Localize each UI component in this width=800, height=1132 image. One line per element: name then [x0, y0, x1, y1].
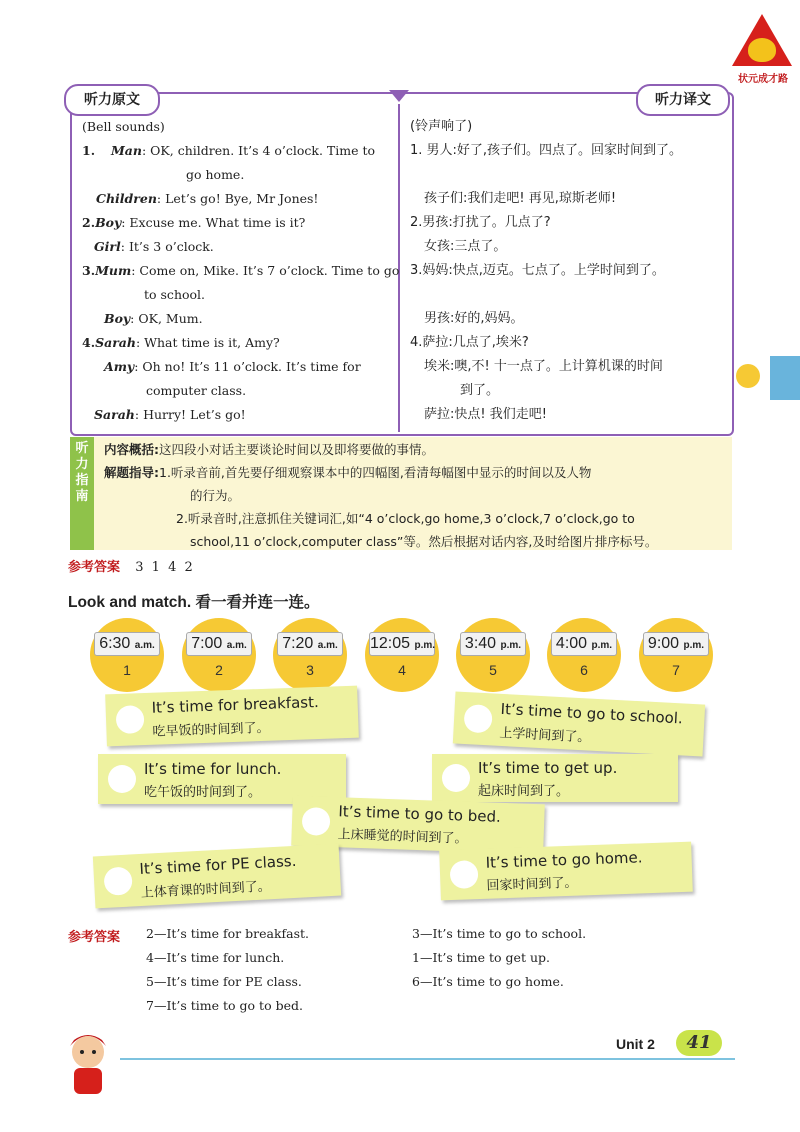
- transcript-line: 1. Man: OK, children. It’s 4 o’clock. Time to: [82, 143, 376, 158]
- clock-7: [639, 618, 713, 692]
- unit-label: Unit 2: [616, 1036, 655, 1052]
- mascot-face-icon: [736, 364, 760, 388]
- translation-line: 孩子们:我们走吧! 再见,琼斯老师!: [424, 191, 617, 206]
- translation-line: 萨拉:快点! 我们走吧!: [424, 407, 547, 422]
- footer-line: [120, 1058, 735, 1060]
- clock-time: 7:20 a.m.: [277, 632, 343, 656]
- transcript-line: to school.: [144, 287, 206, 302]
- card-chinese: 上体育课的时间到了。: [140, 879, 272, 902]
- translation-line: 4.萨拉:几点了,埃米?: [410, 335, 529, 350]
- match-card[interactable]: [439, 842, 693, 901]
- translation-line: 1. 男人:好了,孩子们。四点了。回家时间到了。: [410, 143, 683, 158]
- answer-line: 6—It’s time to go home.: [412, 974, 564, 989]
- card-chinese: 吃早饭的时间到了。: [152, 720, 270, 740]
- translation-line: 2.男孩:打扰了。几点了?: [410, 215, 551, 230]
- clock-number: 7: [672, 662, 680, 678]
- translation-line: 女孩:三点了。: [424, 239, 507, 254]
- guide-tip: 2.听录音时,注意抓住关键词汇,如“4 o’clock,go home,3 o’clock,7 o’clock,go to: [176, 511, 635, 526]
- transcript-line: 4.Sarah: What time is it, Amy?: [82, 335, 280, 350]
- card-english: It’s time for PE class.: [139, 851, 297, 879]
- transcript-line: Girl: It’s 3 o’clock.: [94, 239, 214, 254]
- clock-number: 1: [123, 662, 131, 678]
- transcript-line: 2.Boy: Excuse me. What time is it?: [82, 215, 306, 230]
- clock-number: 4: [398, 662, 406, 678]
- match-card[interactable]: [93, 844, 341, 909]
- translation-line: 男孩:好的,妈妈。: [424, 311, 524, 326]
- clock-2: [182, 618, 256, 692]
- translation-intro: (铃声响了): [410, 119, 473, 134]
- clock-number: 3: [306, 662, 314, 678]
- answer-line: 5—It’s time for PE class.: [146, 974, 302, 989]
- match-dot[interactable]: [103, 866, 132, 895]
- card-english: It’s time for lunch.: [144, 760, 282, 778]
- card-english: It’s time to get up.: [478, 759, 618, 777]
- match-dot[interactable]: [116, 705, 145, 734]
- match-dot[interactable]: [302, 807, 331, 836]
- card-english: It’s time for breakfast.: [151, 692, 319, 717]
- answer-line: 2—It’s time for breakfast.: [146, 926, 310, 941]
- box-notch: [389, 90, 409, 102]
- translation-line: 到了。: [460, 383, 500, 398]
- clock-time: 9:00 p.m.: [643, 632, 709, 656]
- match-dot[interactable]: [450, 860, 479, 889]
- mascot-icon: [56, 1026, 120, 1098]
- transcript-line: Children: Let’s go! Bye, Mr Jones!: [96, 191, 319, 206]
- guide-tip: 解题指导:1.听录音前,首先要仔细观察课本中的四幅图,看清每幅图中显示的时间以及人物: [104, 465, 592, 480]
- clock-time: 4:00 p.m.: [551, 632, 617, 656]
- logo-face-icon: [748, 38, 776, 62]
- transcript-line: 3.Mum: Come on, Mike. It’s 7 o’clock. Time to go: [82, 263, 400, 278]
- translation-line: 埃米:噢,不! 十一点了。上计算机课的时间: [424, 359, 663, 374]
- clock-time: 3:40 p.m.: [460, 632, 526, 656]
- translation-line: 3.妈妈:快点,迈克。七点了。上学时间到了。: [410, 263, 665, 278]
- logo-text: 状元成才路: [738, 74, 788, 85]
- answer-line: 7—It’s time to go to bed.: [146, 998, 303, 1013]
- match-dot[interactable]: [108, 765, 136, 793]
- transcript-line: Amy: Oh no! It’s 11 o’clock. It’s time for: [104, 359, 361, 374]
- match-dot[interactable]: [442, 764, 470, 792]
- answer-line: 4—It’s time for lunch.: [146, 950, 285, 965]
- clock-1: [90, 618, 164, 692]
- answer-line: 1—It’s time to get up.: [412, 950, 550, 965]
- card-english: It’s time to go to bed.: [338, 802, 502, 826]
- match-card[interactable]: [432, 754, 678, 802]
- match-dot[interactable]: [463, 704, 492, 733]
- clock-6: [547, 618, 621, 692]
- card-english: It’s time to go to school.: [500, 699, 684, 728]
- guide-summary: 内容概括:这四段小对话主要谈论时间以及即将要做的事情。: [104, 442, 435, 457]
- card-chinese: 回家时间到了。: [486, 875, 578, 894]
- section-title: Look and match. 看一看并连一连。: [68, 594, 320, 611]
- match-card[interactable]: [453, 691, 705, 756]
- match-card[interactable]: [105, 686, 359, 747]
- tab-translation: 听力译文: [636, 84, 730, 116]
- guide-tip: 的行为。: [190, 488, 241, 503]
- transcript-line: Sarah: Hurry! Let’s go!: [94, 407, 246, 422]
- clock-number: 5: [489, 662, 497, 678]
- guide-tip: school,11 o’clock,computer class”等。然后根据对话内容,及时给图片排序标号。: [190, 534, 658, 549]
- answer-2-label: 参考答案: [68, 930, 121, 945]
- transcript-line: go home.: [186, 167, 245, 182]
- card-chinese: 吃午饭的时间到了。: [144, 785, 262, 800]
- clock-4: [365, 618, 439, 692]
- transcript-line: Boy: OK, Mum.: [104, 311, 203, 326]
- card-english: It’s time to go home.: [485, 848, 643, 872]
- clock-number: 2: [215, 662, 223, 678]
- page-number: 41: [676, 1030, 722, 1056]
- answer-1: 参考答案 3 1 4 2: [68, 560, 195, 575]
- clock-5: [456, 618, 530, 692]
- answer-line: 3—It’s time to go to school.: [412, 926, 587, 941]
- transcript-line: computer class.: [146, 383, 247, 398]
- card-chinese: 起床时间到了。: [478, 784, 570, 799]
- card-chinese: 上床睡觉的时间到了。: [337, 827, 468, 847]
- clock-3: [273, 618, 347, 692]
- clock-time: 12:05 p.m.: [369, 632, 435, 656]
- tab-transcript: 听力原文: [64, 84, 160, 116]
- transcript-intro: (Bell sounds): [82, 119, 165, 134]
- guide-tag: 听力指南: [70, 437, 94, 550]
- card-chinese: 上学时间到了。: [499, 725, 591, 746]
- clock-time: 6:30 a.m.: [94, 632, 160, 656]
- clock-number: 6: [580, 662, 588, 678]
- clock-time: 7:00 a.m.: [186, 632, 252, 656]
- side-tab: [770, 356, 800, 400]
